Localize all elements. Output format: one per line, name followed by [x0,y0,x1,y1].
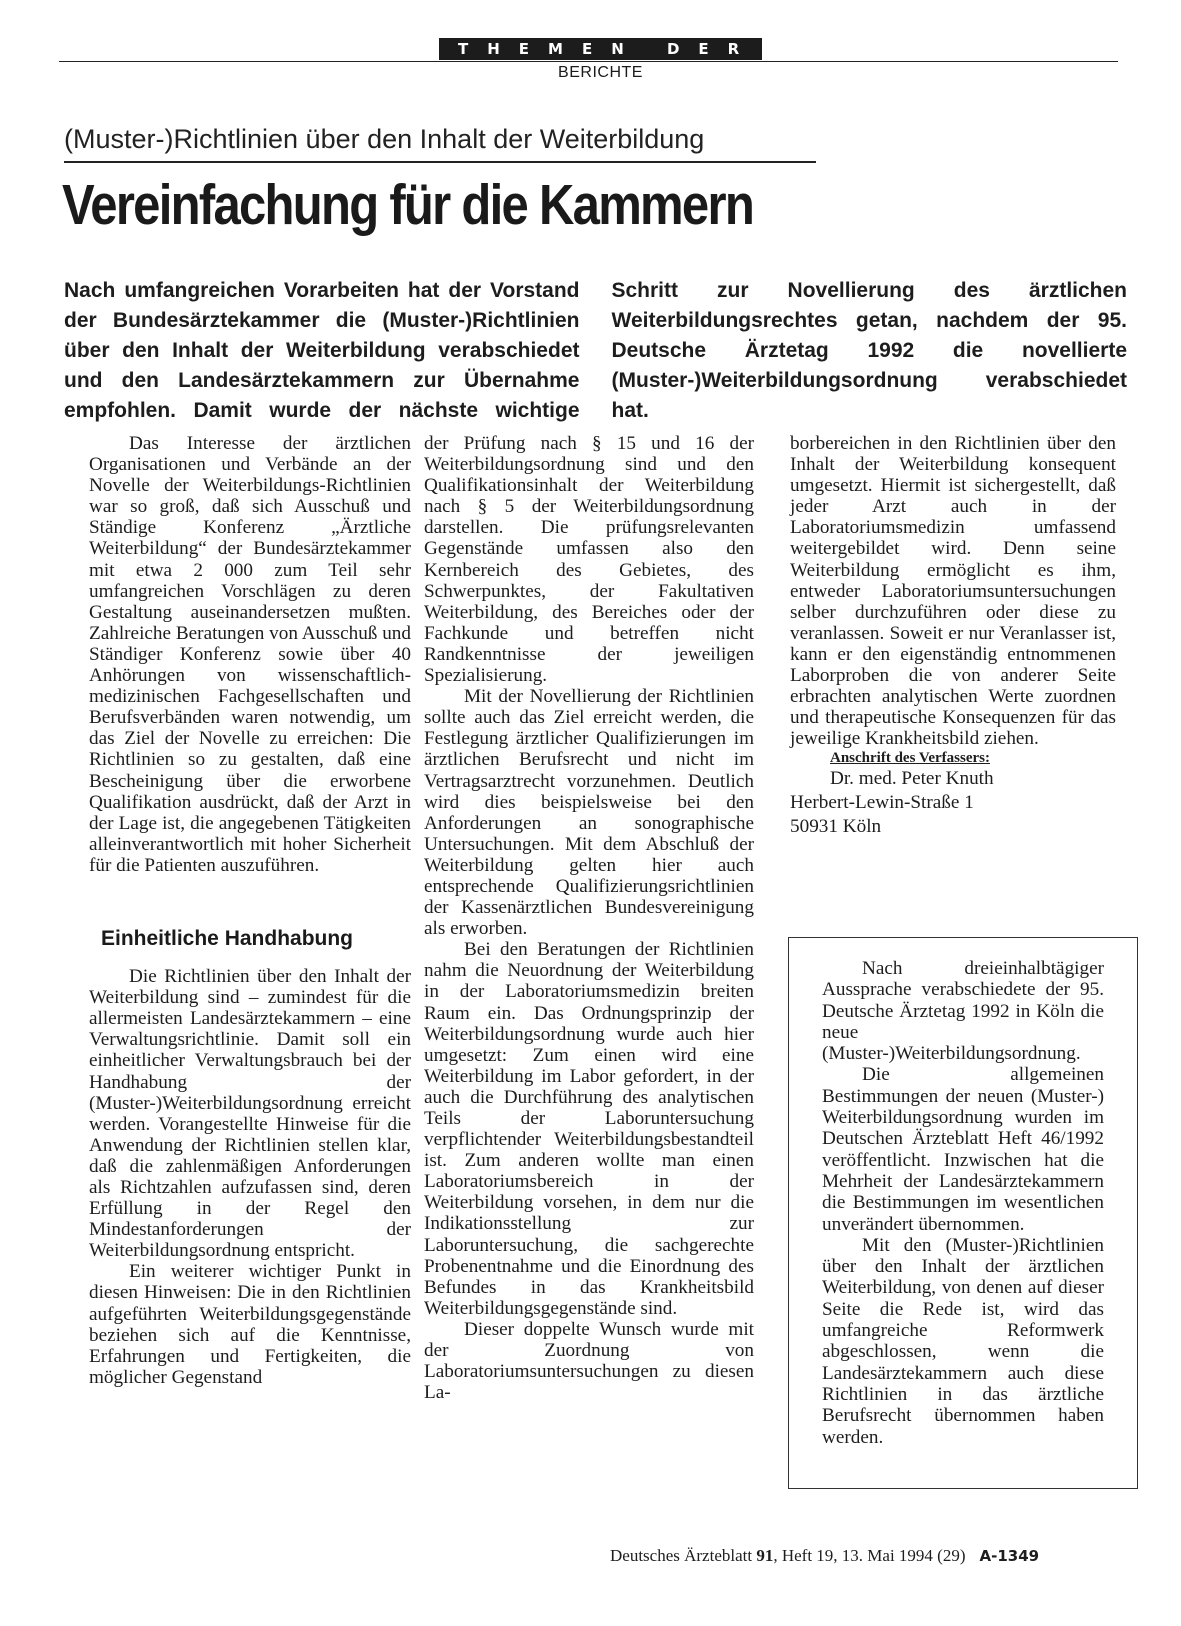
article-kicker: (Muster-)Richtlinien über den Inhalt der Weiterbildung [64,124,705,154]
article-lead: Nach umfangreichen Vorarbeiten hat der Vorstand der Bundesärztekammer die (Muster-)Richtlinien über den Inhalt der Weiterbildung verabschiedet und den Landesärztekammern zur Übernahme empfohlen. Damit wurde der nächste wichtige Schritt zur Novellierung des ärztlichen Weiterbildungsrechtes getan, nachdem der 95. Deutsche Ärztetag 1992 die novellierte (Muster-)Weiterbildungsordnung verabschiedet hat. [64,279,1127,422]
paragraph: Dieser doppelte Wunsch wurde mit der Zuordnung von Laboratoriumsuntersuchungen zu diesen La- [424,1318,754,1404]
info-box [788,937,1138,1489]
article-headline: Vereinfachung für die Kammern [62,173,754,237]
section-label: THEMEN DER ZEIT [439,38,762,60]
kicker-underline [64,161,816,163]
paragraph: Bei den Beratungen der Richtlinien nahm die Neuordnung der Weiterbildung in der Laboratoriumsmedizin breiten Raum ein. Das Ordnungsprinzip der Weiterbildungsordnung wurde auch hier umgesetzt: Zum einen wird eine Weiterbildung im Labor gefordert, in der auch die Durchführung des analytischen Teils der Laboruntersuchung verpflichtender Weiterbildungsbestandteil ist. Zum anderen wollte man einen Laboratoriumsbereich in der Weiterbildung vorsehen, in dem nur die Indikationsstellung zur Laboruntersuchung, die sachgerechte Probenentnahme und die Einordnung des Befundes in das Krankheitsbild Weiterbildungsgegenstände sind. [424,939,754,1319]
header-rule [59,61,1118,62]
journal-issue: , Heft 19, 13. Mai 1994 (29) [773,1546,966,1565]
paragraph: der Prüfung nach § 15 und 16 der Weiterbildungsordnung sind und den Qualifikationsinhalt der Weiterbildung nach § 5 der Weiterbildungsordnung darstellen. Die prüfungsrelevanten Gegenstände umfassen also den Kernbereich des Gebietes, des Schwerpunktes, der Fakultativen Weiterbildung, des Bereiches oder der Fachkunde und betreffen nicht Randkenntnisse der jeweiligen Spezialisierung. [424,433,754,687]
page-footer [610,1546,1039,1566]
body-column-1 [89,433,411,1388]
journal-name: Deutsches Ärzteblatt [610,1546,757,1565]
paragraph: borbereichen in den Richtlinien über den Inhalt der Weiterbildung konsequent umgesetzt. Hiermit ist sichergestellt, daß jeder Arzt auch in der Laboratoriumsmedizin umfassend weitergebildet wird. Denn seine Weiterbildung ermöglicht es ihm, entweder Laboratoriumsuntersuchungen selber durchzuführen oder diese zu veranlassen. Soweit er nur Veranlasser ist, kann er den eigenständig entnommenen Laborproben die von anderer Seite erbrachten analytischen Werte zuordnen und therapeutische Konsequenzen für das jeweilige Krankheitsbild ziehen. [790,433,1116,750]
paragraph: Die Richtlinien über den Inhalt der Weiterbildung sind – zumindest für die allermeisten Landesärztekammern – eine Verwaltungsrichtlinie. Damit soll ein einheitlicher Verwaltungsbrauch bei der Handhabung der (Muster-)Weiterbildungsordnung erreicht werden. Vorangestellte Hinweise für die Anwendung der Richtlinien stellen klar, daß die zahlenmäßigen Anforderungen als Richtzahlen aufzufassen sind, deren Erfüllung in der Regel den Mindestanforderungen der Weiterbildungsordnung entspricht. [89,966,411,1262]
section-sublabel: BERICHTE [558,64,643,81]
author-city: 50931 Köln [790,816,882,838]
body-column-3 [790,433,1116,839]
author-address [790,767,1116,839]
paragraph: Ein weiterer wichtiger Punkt in diesen Hinweisen: Die in den Richtlinien aufgeführten Weiterbildungsgegenstände beziehen sich auf die Kenntnisse, Erfahrungen und Fertigkeiten, die möglicher Gegenstand [89,1261,411,1388]
journal-volume: 91 [756,1546,774,1565]
page-number: A-1349 [979,1547,1040,1565]
paragraph: Mit der Novellierung der Richtlinien sollte auch das Ziel erreicht werden, die Festlegung ärztlicher Qualifizierungen im ärztlichen Berufsrecht und nicht im Vertragsarztrecht vorzunehmen. Deutlich wird dies beispielsweise bei den Anforderungen an sonographische Untersuchungen. Mit dem Abschluß der Weiterbildung gelten hier auch entsprechende Qualifizierungsrichtlinien der Kassenärztlichen Bundesvereinigung als erworben. [424,686,754,940]
paragraph: Das Interesse der ärztlichen Organisationen und Verbände an der Novelle der Weiterbildungs-Richtlinien war so groß, daß sich Ausschuß und Ständige Konferenz „Ärztliche Weiterbildung“ der Bundesärztekammer mit etwa 2 000 zum Teil sehr umfangreichen Vorschlägen zu deren Gestaltung auseinandersetzen mußten. Zahlreiche Beratungen von Ausschuß und Ständiger Konferenz sowie über 40 Anhörungen von wissenschaftlich-medizinischen Fachgesellschaften und Berufsverbänden waren notwendig, um das Ziel der Novelle zu erreichen: Die Richtlinien so zu gestalten, daß eine Bescheinigung über die erworbene Qualifikation ausdrückt, daß der Arzt in der Lage ist, die angegebenen Tätigkeiten alleinverantwortlich mit hoher Sicherheit für die Patienten auszuführen. [89,433,411,876]
paragraph: Die allgemeinen Bestimmungen der neuen (Muster-) Weiterbildungsordnung wurden im Deutschen Ärzteblatt Heft 46/1992 veröffentlicht. Inzwischen hat die Mehrheit der Landesärztekammern die Bestimmungen im wesentlichen unverändert übernommen. [822,1064,1104,1235]
subheading: Einheitliche Handhabung [101,926,354,950]
paragraph: Mit den (Muster-)Richtlinien über den Inhalt der ärztlichen Weiterbildung, von denen auf dieser Seite die Rede ist, wird das umfangreiche Reformwerk abgeschlossen, wenn die Landesärztekammern auch diese Richtlinien in das ärztliche Berufsrecht übernommen haben werden. [822,1234,1104,1448]
author-name: Dr. med. Peter Knuth [830,768,994,790]
paragraph: Nach dreieinhalbtägiger Aussprache verabschiedete der 95. Deutsche Ärztetag 1992 in Köln die neue (Muster-)Weiterbildungsordnung. [822,958,1104,1065]
author-street: Herbert-Lewin-Straße 1 [790,792,974,814]
body-column-2 [424,433,754,1403]
author-address-label: Anschrift des Verfassers: [830,750,990,767]
info-box-text [822,958,1104,1448]
